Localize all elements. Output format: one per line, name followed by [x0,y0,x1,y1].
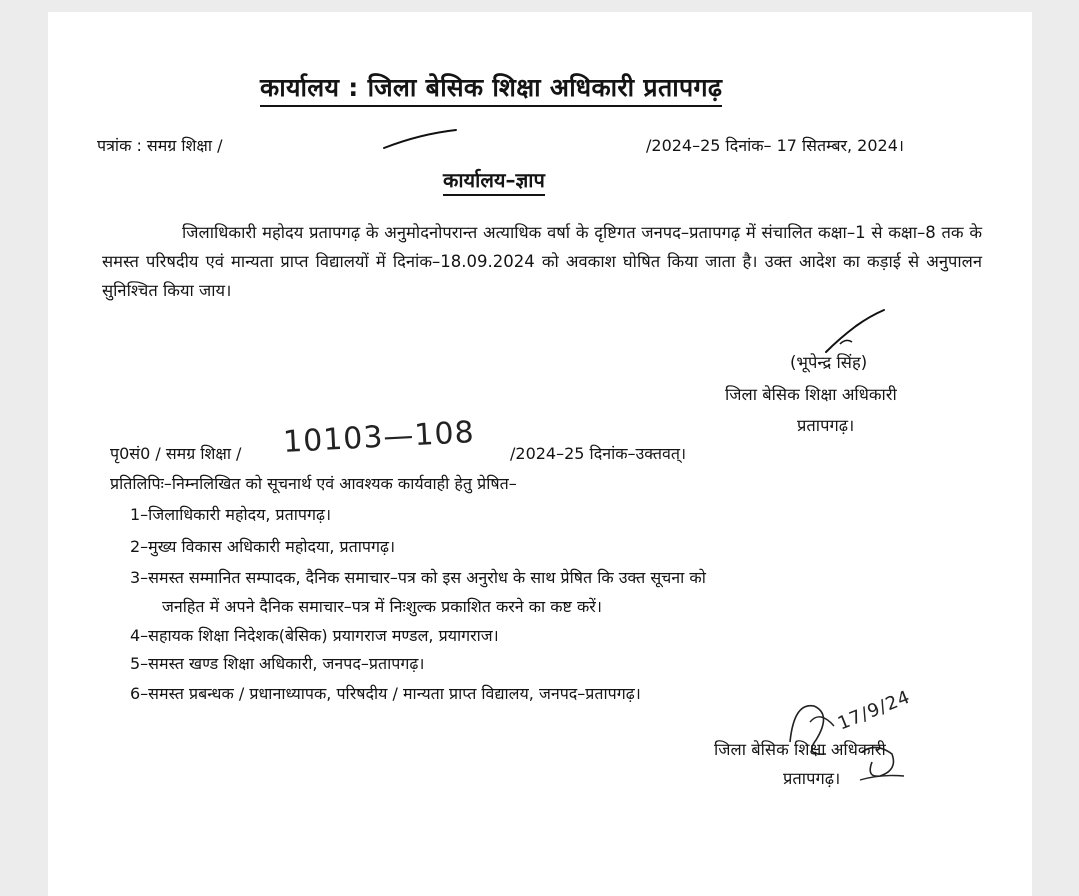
list-item: 4–सहायक शिक्षा निदेशक(बेसिक) प्रयागराज मण्डल, प्रयागराज। [130,626,499,645]
signatory-name: (भूपेन्द्र सिंह) [790,353,868,372]
copy-intro: प्रतिलिपिः–निम्नलिखित को सूचनार्थ एवं आवश्यक कार्यवाही हेतु प्रेषित– [110,474,517,493]
list-item: 1–जिलाधिकारी महोदय, प्रतापगढ़। [130,505,332,524]
signatory-place: प्रतापगढ़। [797,416,855,435]
list-item: जनहित में अपने दैनिक समाचार–पत्र में निःशुल्क प्रकाशित करने का कष्ट करें। [162,597,602,616]
footer-designation: जिला बेसिक शिक्षा अधिकारी [714,740,886,759]
signatory-designation: जिला बेसिक शिक्षा अधिकारी [725,385,897,404]
reference-date-right: /2024–25 दिनांक– 17 सितम्बर, 2024। [646,136,904,155]
memo-title: कार्यालय–ज्ञाप [443,166,545,196]
copy-reference-prefix: पृ0सं0 / समग्र शिक्षा / [110,444,242,463]
list-item: 5–समस्त खण्ड शिक्षा अधिकारी, जनपद–प्रतापगढ़। [130,654,425,673]
handwritten-dash [380,126,460,152]
list-item: 3–समस्त सम्मानित सम्पादक, दैनिक समाचार–पत्र को इस अनुरोध के साथ प्रेषित कि उक्त सूचना को [130,568,706,587]
list-item: 2–मुख्य विकास अधिकारी महोदया, प्रतापगढ़। [130,537,396,556]
list-item: 6–समस्त प्रबन्धक / प्रधानाध्यापक, परिषदीय / मान्यता प्राप्त विद्यालय, जनपद–प्रतापगढ़। [130,684,641,703]
memo-body: जिलाधिकारी महोदय प्रतापगढ़ के अनुमोदनोपरान्त अत्याधिक वर्षा के दृष्टिगत जनपद–प्रतापगढ़ में संचालित कक्षा–1 से कक्षा–8 तक के समस्त परिषदीय एवं मान्यता प्राप्त विद्यालयों में दिनांक–18.09.2024 को अवकाश घोषित किया जाता है। उक्त आदेश का कड़ाई से अनुपालन सुनिश्चित किया जाय। [102,223,982,300]
handwritten-dispatch-number: 10103—108 [282,415,476,460]
footer-place: प्रतापगढ़। [783,769,841,788]
document-title: कार्यालय : जिला बेसिक शिक्षा अधिकारी प्रतापगढ़ [260,70,722,107]
reference-number-left: पत्रांक : समग्र शिक्षा / [97,136,223,155]
handwritten-date: 17/9/24 [834,686,914,735]
copy-reference-suffix: /2024–25 दिनांक–उक्तवत्। [510,444,687,463]
